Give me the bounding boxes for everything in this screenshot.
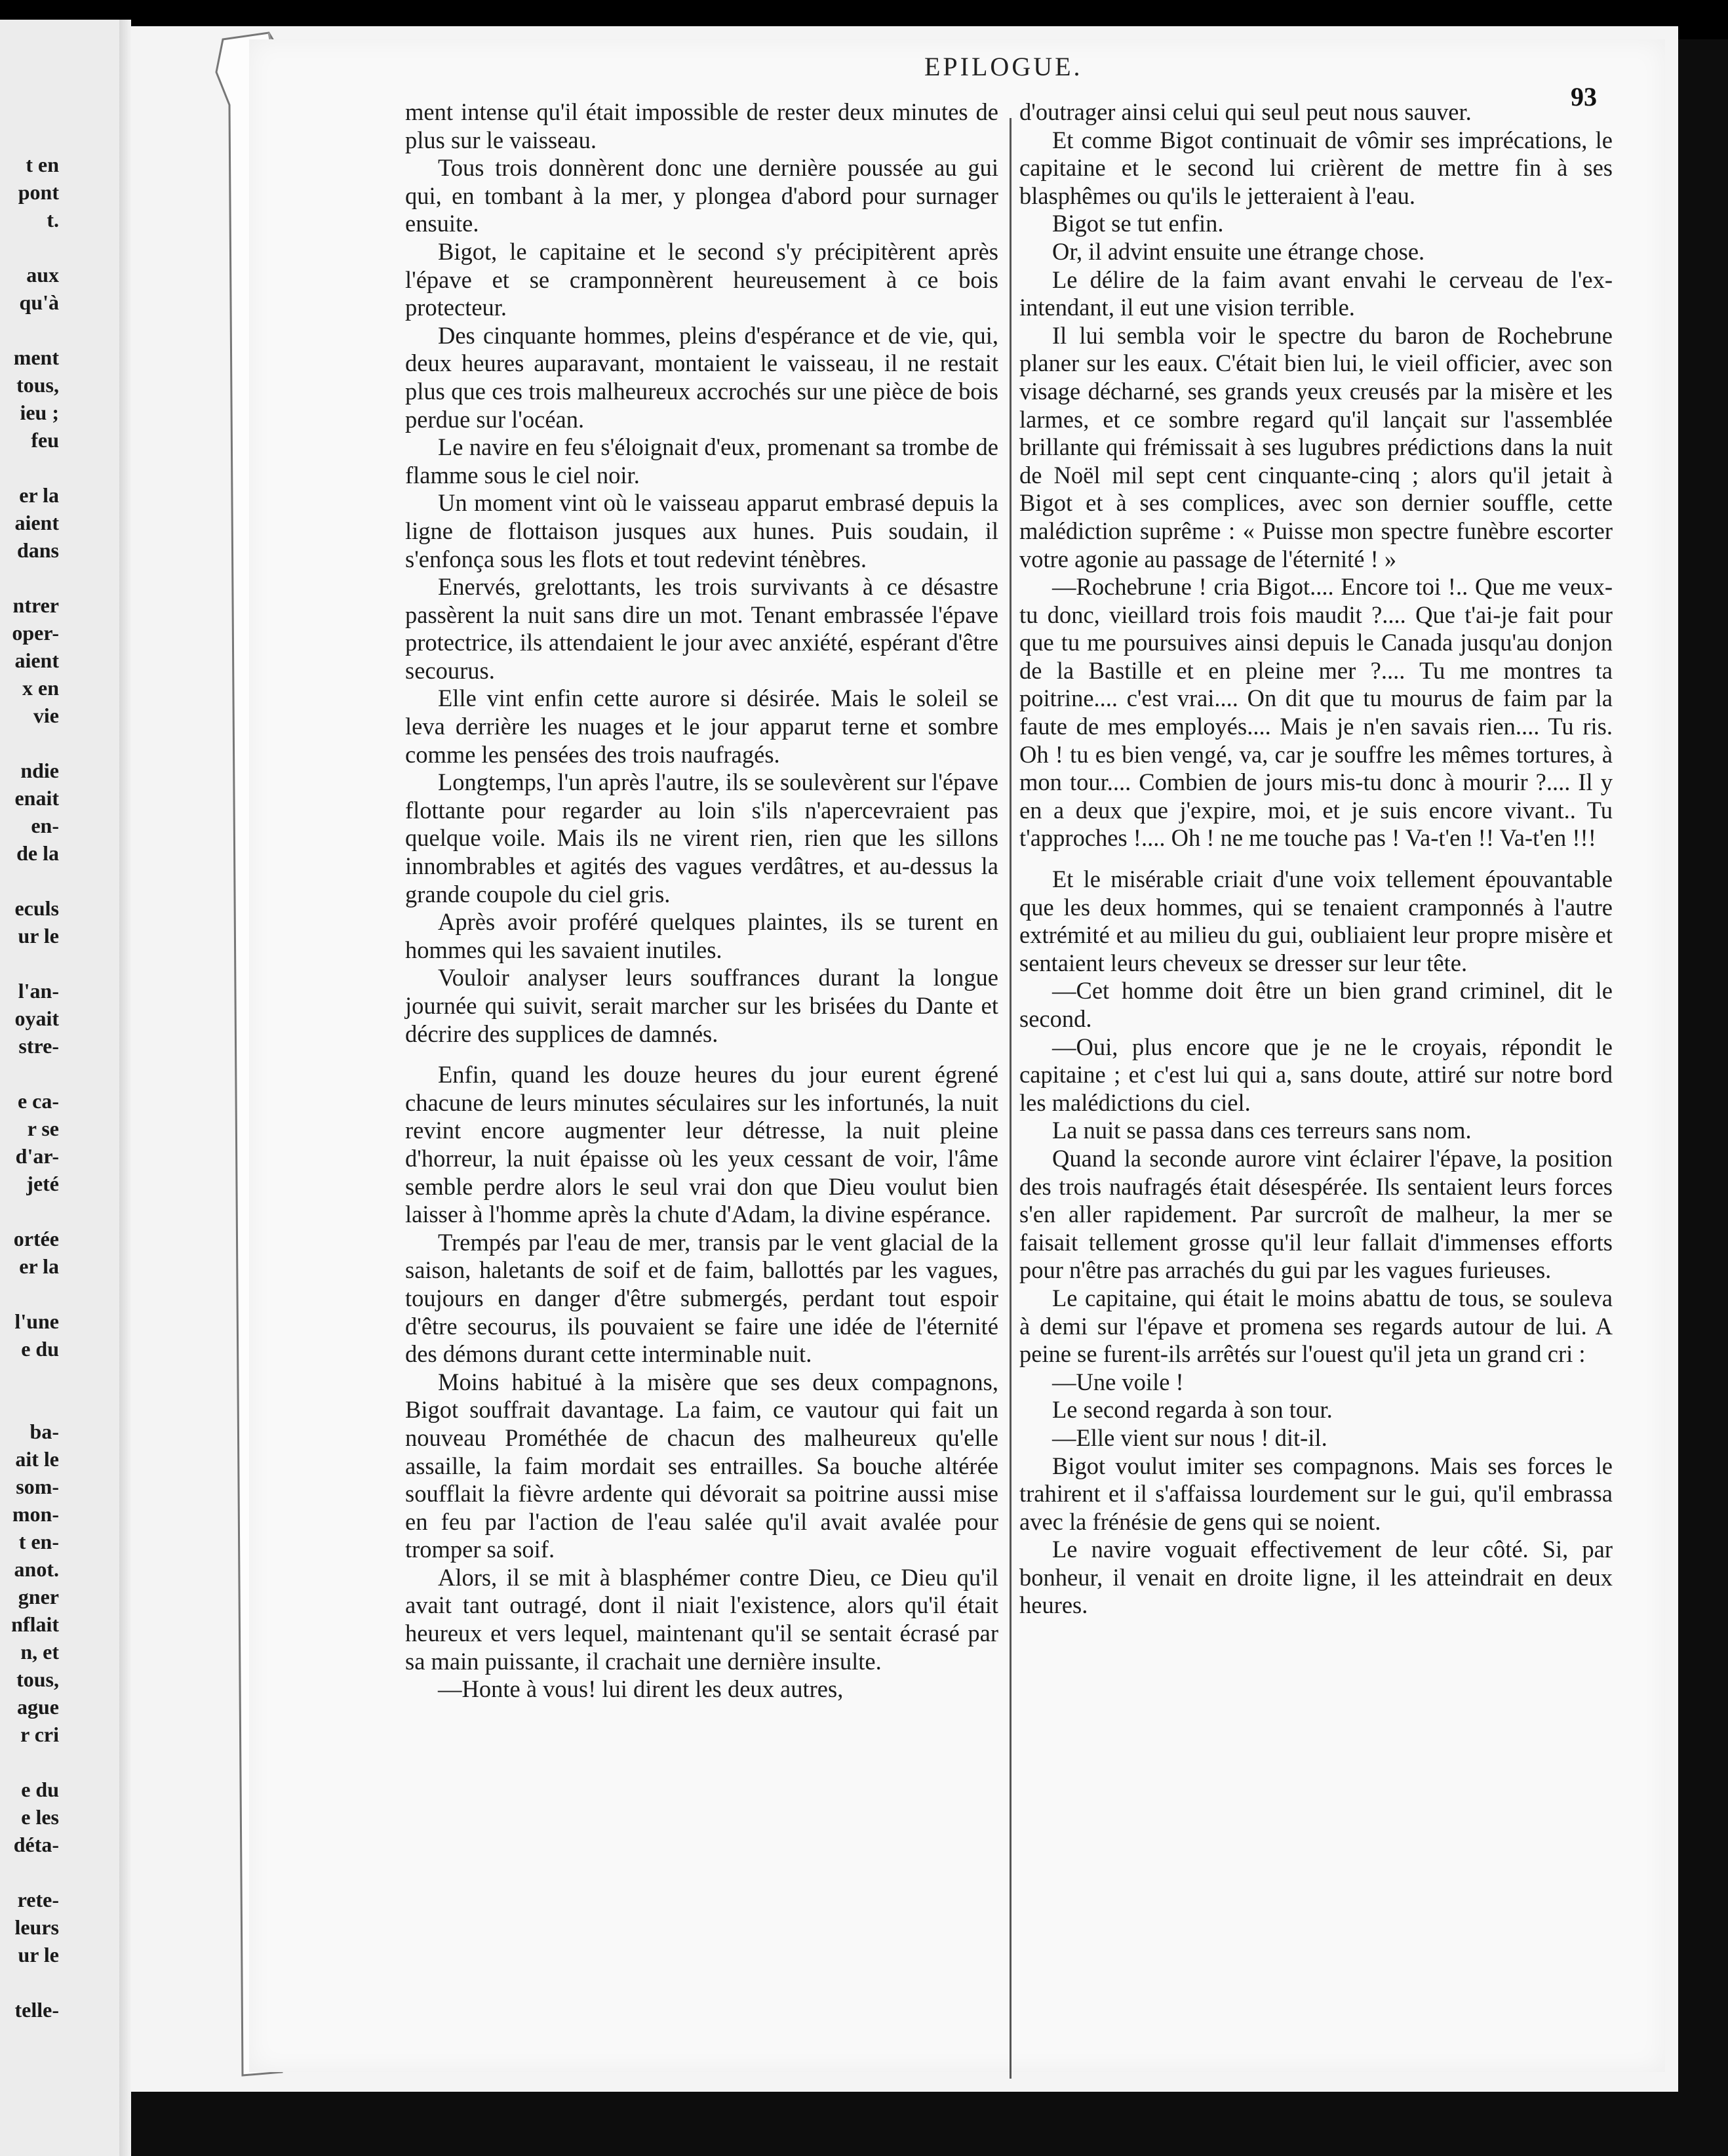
paragraph: Enfin, quand les douze heures du jour eurent égrené chacune de leurs minutes séculaires sur les infortunés, la nuit revint encore augmenter leur détresse, la nuit pleine d'horreur, la nuit épaisse où les yeux cessant de voir, l'âme semble perdre alors le seul vrai don que Dieu voulut bien laisser à l'homme après la chute d'Adam, la divine espérance. <box>405 1061 998 1228</box>
fragment-line: déta- <box>13 1833 59 1856</box>
paragraph: Longtemps, l'un après l'autre, ils se soulevèrent sur l'épave flottante pour regarder au loin s'ils n'apercevraient pas quelque voile. Mais ils ne virent rien, rien que les sillons innombrables et agités des vagues verdâtres, et au-dessus la grande coupole du ciel gris. <box>405 769 998 908</box>
fragment-line: tous, <box>16 1667 59 1691</box>
fragment-line: oper- <box>12 621 59 645</box>
fragment-line <box>0 729 59 757</box>
fragment-line: pont <box>18 180 59 204</box>
paragraph: Alors, il se mit à blasphémer contre Dieu, ce Dieu qu'il avait tant outragé, dont il niait l'existence, alors qu'il était heureux et vers lequel, maintenant qu'il se sentait écrasé par sa main puissante, il crachait une dernière insulte. <box>405 1563 998 1675</box>
left-column <box>405 98 998 1704</box>
paragraph: Après avoir proféré quelques plaintes, ils se turent en hommes qui les savaient inutiles. <box>405 908 998 963</box>
fragment-line: eculs <box>14 896 59 920</box>
paragraph: Le délire de la faim avant envahi le cerveau de l'ex-intendant, il eut une vision terrible. <box>1019 266 1613 321</box>
fragment-line: stre- <box>18 1034 59 1058</box>
fragment-line: mon- <box>12 1502 59 1526</box>
fragment-line: vie <box>33 704 59 727</box>
fragment-line: e les <box>21 1805 59 1829</box>
page-number: 93 <box>1571 82 1597 111</box>
paragraph: d'outrager ainsi celui qui seul peut nous sauver. <box>1019 98 1472 125</box>
previous-page-strip <box>0 20 131 2156</box>
fragment-line: er la <box>19 483 59 507</box>
paragraph: Trempés par l'eau de mer, transis par le vent glacial de la saison, haletants de soif et de faim, ballottés par les vagues, toujours en danger d'être submergés, perdant tout espoir d'être secourus, ils pouvaient se faire une idée de l'éternité des démons durant cette interminable nuit. <box>405 1228 998 1368</box>
fragment-line: x en <box>22 676 59 700</box>
paragraph: ment intense qu'il était impossible de rester deux minutes de plus sur le vaisseau. <box>405 98 998 153</box>
fragment-line: feu <box>31 428 59 452</box>
fragment-line <box>0 1280 59 1308</box>
fragment-line <box>0 949 59 977</box>
fragment-line <box>0 1968 59 1996</box>
paragraph: La nuit se passa dans ces terreurs sans nom. <box>1052 1117 1472 1144</box>
fragment-line: ague <box>17 1695 59 1719</box>
fragment-line <box>0 1390 59 1418</box>
paragraph: Elle vint enfin cette aurore si désirée. Mais le soleil se leva derrière les nuages et le jour apparut terne et sombre comme les pensées des trois naufragés. <box>405 685 998 768</box>
fragment-line <box>0 1060 59 1087</box>
fragment-line: t. <box>47 208 59 231</box>
gutter-shadow <box>119 20 131 2156</box>
paragraph: —Cet homme doit être un bien grand criminel, dit le second. <box>1019 977 1613 1032</box>
fragment-line: r se <box>27 1117 59 1140</box>
fragment-line: dans <box>16 538 59 562</box>
paragraph: Bigot se tut enfin. <box>1052 210 1224 237</box>
paragraph: Moins habitué à la misère que ses deux compagnons, Bigot souffrait davantage. La faim, ce vautour qui fait un nouveau Prométhée de chacun des malheureux qu'elle assaille, la faim mordait ses entrailles. Sa bouche altérée soufflait la fièvre ardente qui dévorait sa poitrine aussi mise en feu par l'action de l'eau salée qu'il avait avalée pour tromper sa soif. <box>405 1368 998 1563</box>
previous-page-fragments <box>0 151 59 2024</box>
paragraph: Des cinquante hommes, pleins d'espérance et de vie, qui, deux heures auparavant, montaient le vaisseau, il ne restait plus que ces trois malheureux accrochés sur une pièce de bois perdue sur l'océan. <box>405 321 998 433</box>
fragment-line <box>0 564 59 591</box>
running-title: EPILOGUE. <box>924 52 1083 81</box>
fragment-line <box>0 867 59 894</box>
fragment-line: qu'à <box>19 290 59 314</box>
paragraph: Vouloir analyser leurs souffrances durant la longue journée qui suivit, serait marcher sur les brisées du Dante et décrire des supplices de damnés. <box>405 964 998 1047</box>
paragraph: Tous trois donnèrent donc une dernière poussée au gui qui, en tombant à la mer, y plongea d'abord pour surnager ensuite. <box>405 154 998 237</box>
fragment-line: l'an- <box>18 979 59 1003</box>
fragment-line: ntrer <box>12 593 59 617</box>
fragment-line: er la <box>19 1254 59 1278</box>
fragment-line: jeté <box>26 1172 59 1195</box>
paragraph: —Honte à vous! lui dirent les deux autres, <box>438 1675 844 1703</box>
fragment-line: r cri <box>20 1723 59 1746</box>
fragment-line: l'une <box>14 1309 59 1333</box>
paragraph: Enervés, grelottants, les trois survivants à ce désastre passèrent la nuit sans dire un mot. Tenant embrassée l'épave protectrice, ils attendaient le jour avec anxiété, espérant d'être secourus. <box>405 573 998 684</box>
fragment-line: ment <box>13 346 59 369</box>
paragraph: Le capitaine, qui était le moins abattu de tous, se souleva à demi sur l'épave et promena ses regards autour de lui. A peine se furent-ils arrêtés sur l'ouest qu'il jeta un grand cri : <box>1019 1284 1613 1368</box>
paragraph: Le navire en feu s'éloignait d'eux, promenant sa trombe de flamme sous le ciel noir. <box>405 433 998 489</box>
fragment-line: aient <box>14 649 59 672</box>
fragment-line: ndie <box>20 759 59 782</box>
fragment-line: ieu ; <box>20 401 59 424</box>
fragment-line: ba- <box>29 1420 59 1443</box>
paragraph: —Elle vient sur nous ! dit-il. <box>1052 1424 1327 1451</box>
fragment-line: anot. <box>14 1557 59 1581</box>
paragraph: Il lui sembla voir le spectre du baron de Rochebrune planer sur les eaux. C'était bien lui, le vieil officier, avec son visage décharné, ses grands yeux creusés par la misère et les larmes, et ce sombre regard qu'il lançait sur l'assemblée brillante qui frémissait à ses lugubres prédictions dans la nuit de Noël mil sept cent cinquante-cinq ; alors qu'il jetait à Bigot et à ses complices, avec son dernier souffle, cette malédiction suprême : « Puisse mon spectre funèbre escorter votre agonie au passage de l'éternité ! » <box>1019 321 1613 572</box>
fragment-line: e ca- <box>17 1089 59 1113</box>
paragraph: Le navire voguait effectivement de leur côté. Si, par bonheur, il venait en droite ligne, il les atteindrait en deux heures. <box>1019 1536 1613 1619</box>
paragraph: Un moment vint où le vaisseau apparut embrasé depuis la ligne de flottaison jusques aux hunes. Puis soudain, il s'enfonça sous les flots et tout redevint ténèbres. <box>405 489 998 572</box>
fragment-line: som- <box>16 1475 59 1498</box>
fragment-line <box>0 1363 59 1390</box>
fragment-line: leurs <box>14 1915 59 1939</box>
paragraph: Or, il advint ensuite une étrange chose. <box>1052 237 1425 265</box>
fragment-line: ur le <box>18 1943 59 1966</box>
fragment-line: enait <box>14 786 59 810</box>
fragment-line: oyait <box>14 1007 59 1030</box>
fragment-line: aient <box>14 511 59 534</box>
fragment-line: telle- <box>14 1998 59 2022</box>
fragment-line: d'ar- <box>15 1144 59 1168</box>
fragment-line <box>0 454 59 481</box>
paragraph: Bigot, le capitaine et le second s'y précipitèrent après l'épave et se cramponnèrent heureusement à ce bois protecteur. <box>405 237 998 321</box>
fragment-line: n, et <box>20 1640 59 1664</box>
fragment-line <box>0 1748 59 1776</box>
fragment-line: ait le <box>15 1447 59 1471</box>
fragment-line: t en <box>26 153 59 176</box>
paragraph: Quand la seconde aurore vint éclairer l'épave, la position des trois naufragés était désespérée. Ils sentaient leurs forces s'en aller rapidement. Par surcroît de malheur, la mer se faisait tellement grosse qu'il leur fallait d'immenses efforts pour n'être pas arrachés du gui par les vagues furieuses. <box>1019 1144 1613 1284</box>
fragment-line: gner <box>18 1585 59 1608</box>
fragment-line: e du <box>21 1337 59 1361</box>
paragraph: —Rochebrune ! cria Bigot.... Encore toi !.. Que me veux-tu donc, vieillard trois fois maudit ?.... Que t'ai-je fait pour que tu me poursuives ainsi depuis le Canada jusqu'au donjon de la Bastille et en pleine mer ?.... Tu me montres ta poitrine.... c'est vrai.... On dit que tu mourus de faim par la faute de mes employés.... Mais je n'en savais rien.... Tu ris. Oh ! tu es bien vengé, va, car je souffre les mêmes tortures, à mon tour.... Combien de jours mis-tu donc à mourir ?.... Il y en a deux que j'expire, moi, et je suis encore vivant.. Tu t'approches !.... Oh ! ne me touche pas ! Va-t'en !! Va-t'en !!! <box>1019 573 1613 852</box>
fragment-line: tous, <box>16 373 59 397</box>
column-rule <box>1010 118 1011 2079</box>
paragraph: —Une voile ! <box>1052 1368 1184 1395</box>
paragraph: Bigot voulut imiter ses compagnons. Mais ses forces le trahirent et il s'affaissa lourdement sur le gui, qu'il embrassa avec la frénésie de gens qui se noient. <box>1019 1452 1613 1535</box>
fragment-line <box>0 1858 59 1886</box>
fragment-line: e du <box>21 1778 59 1801</box>
fragment-line: rete- <box>17 1888 59 1911</box>
fragment-line: aux <box>26 263 59 287</box>
fragment-line <box>0 233 59 261</box>
fragment-line: nflait <box>11 1612 59 1636</box>
fragment-line: ortée <box>13 1227 59 1250</box>
paragraph: —Oui, plus encore que je ne le croyais, répondit le capitaine ; et c'est lui qui a, sans doute, attiré sur notre bord les malédictions du ciel. <box>1019 1033 1613 1116</box>
fragment-line <box>0 1197 59 1225</box>
fragment-line: en- <box>31 814 59 837</box>
right-column <box>1019 98 1613 1620</box>
paragraph: Et le misérable criait d'une voix tellement épouvantable que les deux hommes, qui se tenaient cramponnés à l'autre extrémité et au milieu du gui, oubliaient leur propre misère et sentaient leurs cheveux se dresser sur leur tête. <box>1019 866 1613 976</box>
paragraph: Et comme Bigot continuait de vômir ses imprécations, le capitaine et le second lui crièrent de mettre fin à ses blasphêmes ou qu'ils le jetteraient à l'eau. <box>1019 126 1613 209</box>
fragment-line: ur le <box>18 924 59 948</box>
fragment-line: t en- <box>18 1530 59 1553</box>
fragment-line: de la <box>16 841 59 865</box>
fragment-line <box>0 316 59 344</box>
paragraph: Le second regarda à son tour. <box>1052 1396 1333 1424</box>
